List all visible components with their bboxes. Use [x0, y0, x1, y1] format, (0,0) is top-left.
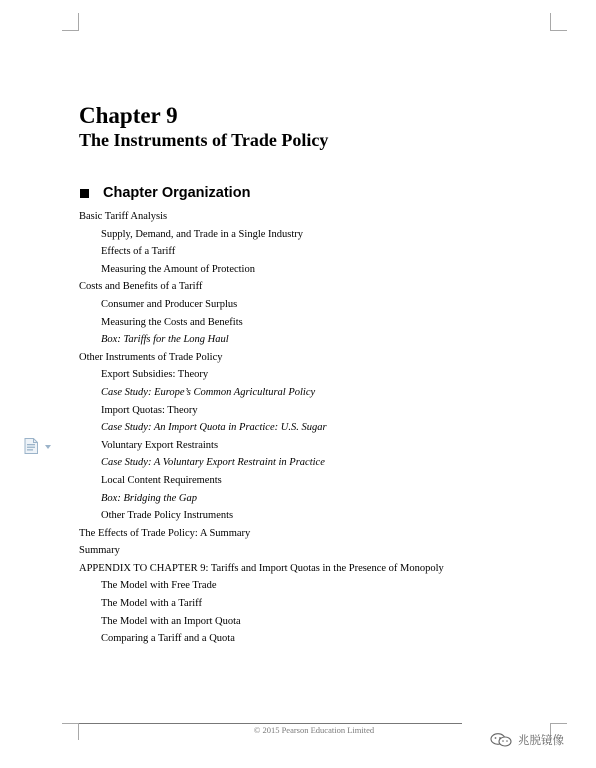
outline-item: The Model with Free Trade — [101, 580, 217, 592]
outline-item: Other Instruments of Trade Policy — [79, 351, 223, 363]
outline-item: Consumer and Producer Surplus — [101, 298, 238, 310]
paste-options-widget[interactable] — [24, 438, 51, 454]
square-bullet-icon — [80, 189, 89, 198]
crop-mark-bottom-right-h — [550, 723, 567, 724]
outline-item: The Effects of Trade Policy: A Summary — [79, 527, 251, 539]
outline-item: Case Study: An Import Quota in Practice: U.S. Sugar — [101, 422, 327, 434]
outline-item: Measuring the Amount of Protection — [101, 263, 255, 275]
chapter-outline — [79, 208, 499, 648]
outline-item: Export Subsidies: Theory — [101, 369, 209, 381]
footer-divider — [79, 723, 462, 724]
outline-item: Local Content Requirements — [101, 474, 222, 486]
outline-item: Costs and Benefits of a Tariff — [79, 281, 203, 293]
outline-item: Summary — [79, 545, 120, 557]
chevron-down-icon[interactable] — [45, 445, 51, 449]
outline-item: Other Trade Policy Instruments — [101, 510, 234, 522]
footer-copyright: © 2015 Pearson Education Limited — [253, 725, 375, 735]
outline-item: Box: Bridging the Gap — [101, 492, 197, 504]
crop-mark-top-left-h — [62, 30, 79, 31]
outline-item: Effects of a Tariff — [101, 246, 176, 258]
outline-item: APPENDIX TO CHAPTER 9: Tariffs and Import Quotas in the Presence of Monopoly — [79, 562, 444, 574]
crop-mark-top-right-v — [550, 13, 551, 30]
wechat-icon — [490, 733, 512, 747]
watermark-text: 兆脱镜像 — [518, 733, 564, 747]
outline-item: Case Study: A Voluntary Export Restraint in Practice — [101, 457, 325, 469]
outline-item: Supply, Demand, and Trade in a Single Industry — [101, 228, 304, 240]
chapter-organization-heading — [80, 184, 250, 202]
crop-mark-bottom-left-h — [62, 723, 79, 724]
chapter-title: The Instruments of Trade Policy — [79, 130, 329, 150]
watermark — [490, 732, 564, 748]
chapter-number: Chapter 9 — [79, 103, 178, 128]
outline-item: Import Quotas: Theory — [101, 404, 198, 416]
outline-item: Box: Tariffs for the Long Haul — [101, 334, 229, 346]
outline-item: Case Study: Europe’s Common Agricultural Policy — [101, 386, 316, 398]
outline-item: The Model with an Import Quota — [101, 615, 241, 627]
crop-mark-top-left-v — [78, 13, 79, 30]
outline-item: The Model with a Tariff — [101, 598, 202, 610]
crop-mark-top-right-h — [550, 30, 567, 31]
outline-item: Comparing a Tariff and a Quota — [101, 633, 235, 645]
outline-item: Measuring the Costs and Benefits — [101, 316, 243, 328]
outline-item: Basic Tariff Analysis — [79, 211, 168, 222]
document-icon — [24, 438, 38, 454]
section-heading-label: Chapter Organization — [103, 185, 251, 201]
outline-item: Voluntary Export Restraints — [101, 439, 219, 451]
